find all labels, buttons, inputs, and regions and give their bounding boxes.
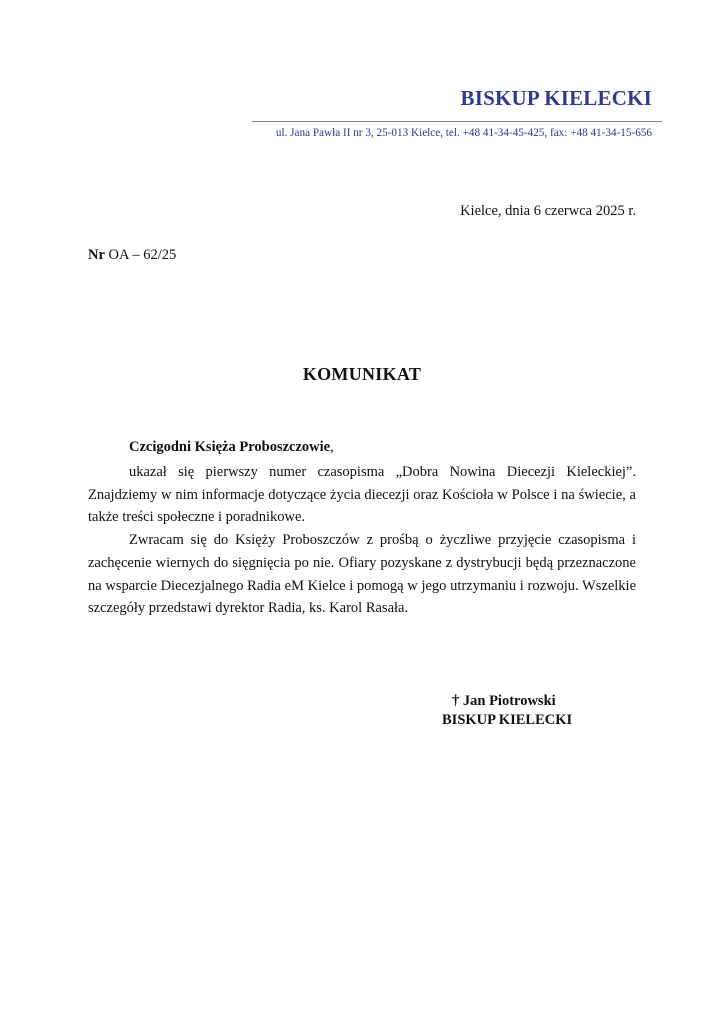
signature-name: † Jan Piotrowski xyxy=(452,693,556,709)
letterhead-divider xyxy=(252,121,662,122)
salutation-punctuation: , xyxy=(330,439,334,455)
paragraph-2: Zwracam się do Księży Proboszczów z prośbą o życzliwe przyjęcie czasopisma i zachęcenie wiernych do sięgnięcia po nie. Ofiary pozyskane z dystrybucji będą przeznaczone na wsparcie Diecezjalnego Radia eM Kielce i pomogą w jego utrzymaniu i rozwoju. Wszelkie szczegóły przedstawi dyrektor Radia, ks. Karol Rasała. xyxy=(88,532,636,617)
paragraph-1: ukazał się pierwszy numer czasopisma „Dobra Nowina Diecezji Kieleckiej”. Znajdziemy w nim informacje dotyczące życia diecezji oraz Kościoła w Polsce i na świecie, a także treści społeczne i poradnikowe. xyxy=(88,464,636,526)
salutation xyxy=(129,439,334,456)
signature-title: BISKUP KIELECKI xyxy=(442,712,573,728)
body-text xyxy=(88,461,636,620)
date-line: Kielce, dnia 6 czerwca 2025 r. xyxy=(460,203,636,219)
document-heading: KOMUNIKAT xyxy=(302,364,422,384)
reference-value: OA – 62/25 xyxy=(108,247,177,263)
letterhead-title: BISKUP KIELECKI xyxy=(460,86,652,110)
reference-prefix: Nr xyxy=(88,247,105,263)
reference-number xyxy=(88,247,176,264)
letterhead-address: ul. Jana Pawła II nr 3, 25-013 Kielce, tel. +48 41-34-45-425, fax: +48 41-34-15-656 xyxy=(275,127,652,139)
signature-block xyxy=(442,692,572,730)
salutation-text: Czcigodni Księża Proboszczowie xyxy=(129,439,331,455)
